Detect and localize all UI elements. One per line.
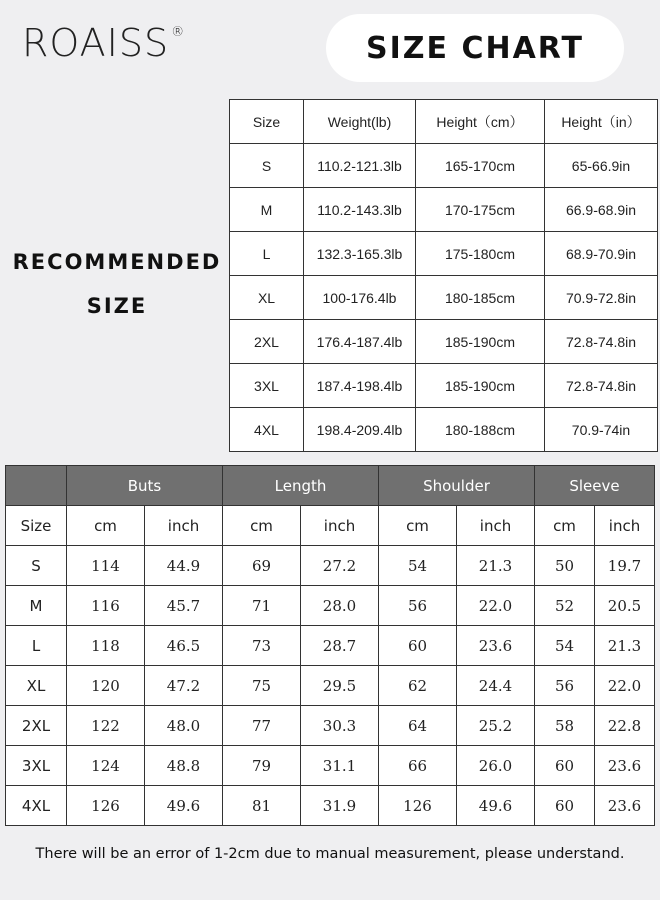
- recommended-cell: 70.9-72.8in: [545, 276, 658, 320]
- recommended-cell: 70.9-74in: [545, 408, 658, 452]
- recommended-cell: 185-190cm: [416, 364, 545, 408]
- recommended-row: [230, 144, 658, 188]
- recommended-row: [230, 364, 658, 408]
- measurement-row: [6, 786, 655, 826]
- recommended-cell: 68.9-70.9in: [545, 232, 658, 276]
- group-corner-cell: [6, 466, 67, 506]
- recommended-cell: 180-188cm: [416, 408, 545, 452]
- measurement-row: [6, 666, 655, 706]
- recommended-cell: 72.8-74.8in: [545, 320, 658, 364]
- size-cell: L: [6, 626, 67, 666]
- measurement-cell: 50: [535, 546, 595, 586]
- measurement-cell: 73: [223, 626, 301, 666]
- measurement-cell: 27.2: [301, 546, 379, 586]
- measurement-cell: 126: [379, 786, 457, 826]
- measurement-cell: 26.0: [457, 746, 535, 786]
- unit-header-cell: inch: [457, 506, 535, 546]
- recommended-row: [230, 276, 658, 320]
- measurement-note: There will be an error of 1-2cm due to manual measurement, please understand.: [35, 846, 625, 862]
- measurement-cell: 24.4: [457, 666, 535, 706]
- recommended-row: [230, 232, 658, 276]
- recommended-cell: 175-180cm: [416, 232, 545, 276]
- measurement-cell: 60: [535, 786, 595, 826]
- measurement-cell: 56: [535, 666, 595, 706]
- measurement-cell: 23.6: [457, 626, 535, 666]
- measurement-cell: 52: [535, 586, 595, 626]
- unit-header-cell: cm: [223, 506, 301, 546]
- recommended-cell: 170-175cm: [416, 188, 545, 232]
- recommended-label-line2: SIZE: [86, 294, 148, 318]
- measurement-cell: 30.3: [301, 706, 379, 746]
- measurement-cell: 49.6: [457, 786, 535, 826]
- brand-logo: [22, 21, 186, 65]
- measurement-cell: 46.5: [145, 626, 223, 666]
- measurement-cell: 79: [223, 746, 301, 786]
- measurement-cell: 22.0: [595, 666, 655, 706]
- recommended-cell: 65-66.9in: [545, 144, 658, 188]
- measurement-cell: 44.9: [145, 546, 223, 586]
- measurement-cell: 120: [67, 666, 145, 706]
- recommended-cell: XL: [230, 276, 304, 320]
- recommended-cell: 72.8-74.8in: [545, 364, 658, 408]
- measurement-cell: 54: [379, 546, 457, 586]
- recommended-header-row: [230, 100, 658, 144]
- unit-header-cell: inch: [595, 506, 655, 546]
- measurement-cell: 29.5: [301, 666, 379, 706]
- recommended-cell: S: [230, 144, 304, 188]
- measurement-row: [6, 706, 655, 746]
- measurement-cell: 31.9: [301, 786, 379, 826]
- measurement-cell: 48.8: [145, 746, 223, 786]
- unit-header-cell: inch: [301, 506, 379, 546]
- recommended-cell: 66.9-68.9in: [545, 188, 658, 232]
- recommended-cell: 176.4-187.4lb: [304, 320, 416, 364]
- measurement-cell: 60: [379, 626, 457, 666]
- measurement-cell: 60: [535, 746, 595, 786]
- measurement-row: [6, 626, 655, 666]
- recommended-cell: 3XL: [230, 364, 304, 408]
- unit-header-cell: cm: [379, 506, 457, 546]
- recommended-header-cell: Weight(lb): [304, 100, 416, 144]
- measurement-cell: 48.0: [145, 706, 223, 746]
- recommended-cell: 187.4-198.4lb: [304, 364, 416, 408]
- measurement-unit-row: [6, 506, 655, 546]
- recommended-header-cell: Height（in）: [545, 100, 658, 144]
- measurement-cell: 28.0: [301, 586, 379, 626]
- measurement-cell: 49.6: [145, 786, 223, 826]
- measurement-cell: 21.3: [457, 546, 535, 586]
- measurement-cell: 25.2: [457, 706, 535, 746]
- size-cell: M: [6, 586, 67, 626]
- recommended-cell: 110.2-143.3lb: [304, 188, 416, 232]
- unit-header-cell: cm: [535, 506, 595, 546]
- page-title: SIZE CHART: [326, 14, 624, 82]
- recommended-cell: 110.2-121.3lb: [304, 144, 416, 188]
- recommended-cell: 185-190cm: [416, 320, 545, 364]
- measurement-cell: 21.3: [595, 626, 655, 666]
- measurement-cell: 23.6: [595, 746, 655, 786]
- size-cell: 2XL: [6, 706, 67, 746]
- recommended-cell: 165-170cm: [416, 144, 545, 188]
- measurement-cell: 31.1: [301, 746, 379, 786]
- measurement-cell: 66: [379, 746, 457, 786]
- measurement-group-header: Buts: [67, 466, 223, 506]
- measurement-cell: 75: [223, 666, 301, 706]
- size-cell: 3XL: [6, 746, 67, 786]
- size-header-cell: Size: [6, 506, 67, 546]
- recommended-label-line1: RECOMMENDED: [12, 250, 222, 274]
- measurement-cell: 69: [223, 546, 301, 586]
- measurement-cell: 81: [223, 786, 301, 826]
- measurement-cell: 58: [535, 706, 595, 746]
- recommended-size-table: [229, 99, 658, 452]
- registered-mark: ®: [171, 25, 186, 40]
- measurement-cell: 19.7: [595, 546, 655, 586]
- measurement-cell: 62: [379, 666, 457, 706]
- measurement-table: [5, 465, 655, 826]
- recommended-cell: 198.4-209.4lb: [304, 408, 416, 452]
- recommended-row: [230, 188, 658, 232]
- measurement-row: [6, 586, 655, 626]
- recommended-cell: 4XL: [230, 408, 304, 452]
- measurement-group-header: Length: [223, 466, 379, 506]
- measurement-group-row: [6, 466, 655, 506]
- recommended-cell: 180-185cm: [416, 276, 545, 320]
- recommended-cell: L: [230, 232, 304, 276]
- measurement-cell: 56: [379, 586, 457, 626]
- recommended-cell: M: [230, 188, 304, 232]
- measurement-cell: 20.5: [595, 586, 655, 626]
- measurement-cell: 77: [223, 706, 301, 746]
- measurement-cell: 124: [67, 746, 145, 786]
- measurement-cell: 71: [223, 586, 301, 626]
- brand-name: ROAISS: [22, 21, 170, 65]
- measurement-cell: 23.6: [595, 786, 655, 826]
- recommended-header-cell: Size: [230, 100, 304, 144]
- size-cell: XL: [6, 666, 67, 706]
- measurement-cell: 45.7: [145, 586, 223, 626]
- measurement-group-header: Shoulder: [379, 466, 535, 506]
- size-cell: 4XL: [6, 786, 67, 826]
- recommended-row: [230, 320, 658, 364]
- measurement-cell: 54: [535, 626, 595, 666]
- size-cell: S: [6, 546, 67, 586]
- measurement-cell: 28.7: [301, 626, 379, 666]
- measurement-cell: 22.0: [457, 586, 535, 626]
- measurement-group-header: Sleeve: [535, 466, 655, 506]
- measurement-cell: 22.8: [595, 706, 655, 746]
- recommended-size-label: [8, 240, 226, 328]
- measurement-row: [6, 546, 655, 586]
- measurement-cell: 118: [67, 626, 145, 666]
- measurement-cell: 116: [67, 586, 145, 626]
- unit-header-cell: inch: [145, 506, 223, 546]
- recommended-row: [230, 408, 658, 452]
- measurement-cell: 47.2: [145, 666, 223, 706]
- recommended-cell: 2XL: [230, 320, 304, 364]
- measurement-row: [6, 746, 655, 786]
- recommended-cell: 100-176.4lb: [304, 276, 416, 320]
- measurement-cell: 114: [67, 546, 145, 586]
- recommended-header-cell: Height（cm）: [416, 100, 545, 144]
- measurement-cell: 126: [67, 786, 145, 826]
- measurement-cell: 122: [67, 706, 145, 746]
- recommended-cell: 132.3-165.3lb: [304, 232, 416, 276]
- measurement-cell: 64: [379, 706, 457, 746]
- unit-header-cell: cm: [67, 506, 145, 546]
